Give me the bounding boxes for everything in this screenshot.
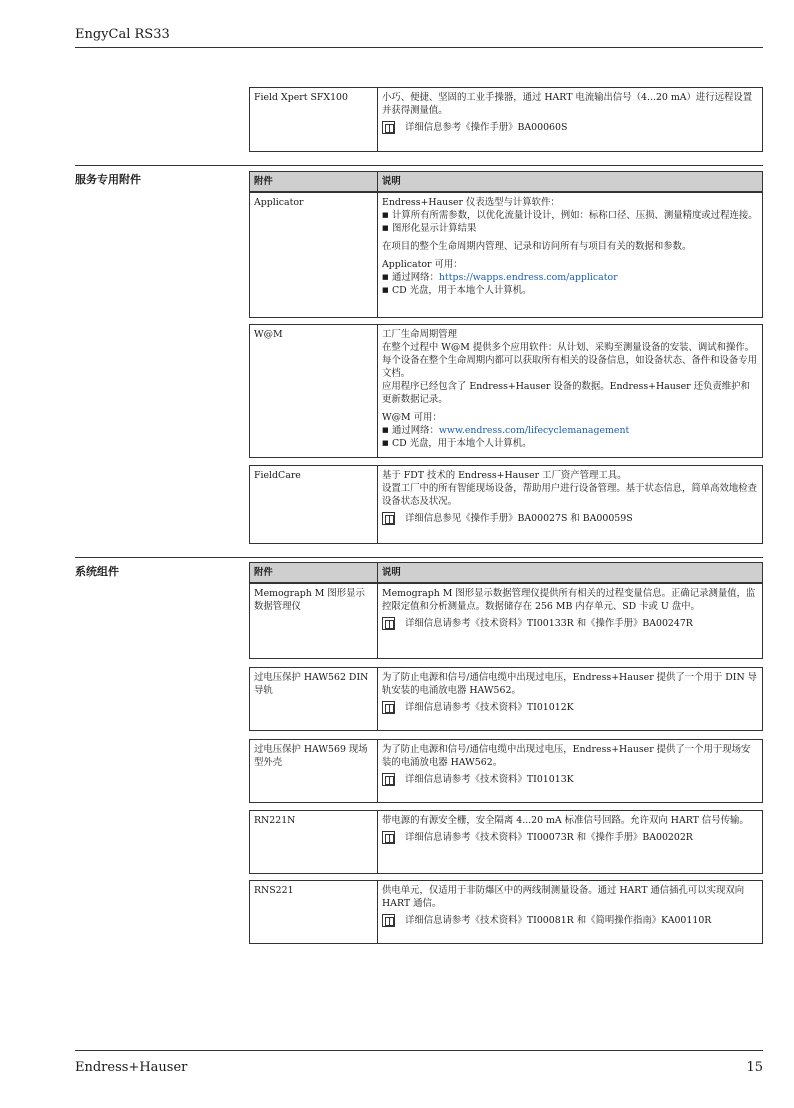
reference-text: 详细信息请参考《技术资料》TI00073R 和《操作手册》BA00202R <box>405 832 693 843</box>
list-item: ■ 图形化显示计算结果 <box>382 223 477 234</box>
reference-note <box>382 914 758 927</box>
section-rule <box>75 165 763 166</box>
table-row <box>249 880 763 944</box>
reference-text: 详细信息请参考《技术资料》TI00081R 和《简明操作指南》KA00110R <box>405 915 712 926</box>
reference-text: 详细信息请参考《技术资料》TI01012K <box>405 702 574 713</box>
list-item: ■ 计算所有所需参数，以优化流量计设计，例如：标称口径、压损、测量精度或过程连接。 <box>382 210 758 221</box>
accessory-name: FieldCare <box>250 466 378 543</box>
section-title-service: 服务专用附件 <box>75 173 141 186</box>
accessory-description: 为了防止电源和信号/通信电缆中出现过电压，Endress+Hauser 提供了一个用于 DIN 导轨安装的电涌放电器 HAW562。 <box>382 672 758 696</box>
list-item: ■ CD 光盘，用于本地个人计算机。 <box>382 285 532 296</box>
accessory-name: Applicator <box>250 193 378 317</box>
table-header <box>249 171 763 192</box>
accessory-description: 小巧、便捷、坚固的工业手操器，通过 HART 电流输出信号（4...20 mA）进行远程设置并获得测量值。 <box>382 92 753 116</box>
footer-brand: Endress+Hauser <box>75 1060 188 1075</box>
fieldcare-line: 设置工厂中的所有智能现场设备，帮助用户进行设备管理。基于状态信息，简单高效地检查设备状态及状况。 <box>382 483 758 507</box>
wm-line: 工厂生命周期管理 <box>382 329 458 340</box>
book-icon <box>382 617 395 630</box>
reference-text: 详细信息参见《操作手册》BA00027S 和 BA00059S <box>405 513 633 524</box>
column-header-description: 说明 <box>382 176 401 187</box>
table-row <box>249 810 763 874</box>
accessory-name: 过电压保护 HAW569 现场型外壳 <box>250 740 378 802</box>
book-icon <box>382 831 395 844</box>
book-icon <box>382 701 395 714</box>
accessory-description: 供电单元，仅适用于非防爆区中的两线制测量设备。通过 HART 通信插孔可以实现双向 HART 通信。 <box>382 885 745 909</box>
wm-link[interactable]: www.endress.com/lifecyclemanagement <box>438 425 630 436</box>
list-item: ■ CD 光盘，用于本地个人计算机。 <box>382 438 532 449</box>
applicator-availability: Applicator 可用： <box>382 259 463 270</box>
footer-rule <box>75 1050 763 1051</box>
accessory-description: 带电源的有源安全栅，安全隔离 4...20 mA 标准信号回路。允许双向 HART 信号传输。 <box>382 815 749 826</box>
reference-text: 详细信息请参考《技术资料》TI00133R 和《操作手册》BA00247R <box>405 618 693 629</box>
document-header-title: EngyCal RS33 <box>75 27 170 42</box>
list-item: ■ 通过网络：www.endress.com/lifecyclemanagement <box>382 425 630 436</box>
applicator-paragraph: 在项目的整个生命周期内管理、记录和访问所有与项目有关的数据和参数。 <box>382 241 692 252</box>
accessory-name: W@M <box>250 325 378 457</box>
header-rule <box>75 47 763 48</box>
wm-line: 在整个过程中 W@M 提供多个应用软件：从计划、采购至测量设备的安装、调试和操作。每个设备在整个生命周期内都可以获取所有相关的设备信息，如设备状态、备件和设备专用文档。 <box>382 342 758 379</box>
reference-note <box>382 773 758 786</box>
wm-line: 应用程序已经包含了 Endress+Hauser 设备的数据。Endress+Hauser 还负责维护和更新数据记录。 <box>382 381 750 405</box>
fieldcare-line: 基于 FDT 技术的 Endress+Hauser 工厂资产管理工具。 <box>382 470 627 481</box>
reference-note <box>382 512 758 525</box>
table-header <box>249 562 763 583</box>
wm-availability: W@M 可用： <box>382 412 442 423</box>
list-item: ■ 通过网络：https://wapps.endress.com/applicator <box>382 272 618 283</box>
book-icon <box>382 914 395 927</box>
table-row-applicator <box>249 192 763 318</box>
book-icon <box>382 773 395 786</box>
accessory-description: 为了防止电源和信号/通信电缆中出现过电压，Endress+Hauser 提供了一个用于现场安装的电涌放电器 HAW562。 <box>382 744 751 768</box>
accessory-description: Memograph M 图形显示数据管理仪提供所有相关的过程变量信息。正确记录测量值，监控限定值和分析测量点。数据储存在 256 MB 内存单元、SD 卡或 U 盘中。 <box>382 588 756 612</box>
reference-note <box>382 701 758 714</box>
page-number: 15 <box>746 1060 763 1075</box>
table-row <box>249 583 763 659</box>
table-row-wm <box>249 324 763 458</box>
accessory-name: 过电压保护 HAW562 DIN 导轨 <box>250 668 378 730</box>
accessory-name: RN221N <box>250 811 378 873</box>
applicator-intro: Endress+Hauser 仪表选型与计算软件： <box>382 197 560 208</box>
column-header-description: 说明 <box>382 567 401 578</box>
column-header-accessory: 附件 <box>250 563 378 582</box>
reference-text: 详细信息参考《操作手册》BA00060S <box>405 122 568 133</box>
book-icon <box>382 121 395 134</box>
applicator-link[interactable]: https://wapps.endress.com/applicator <box>438 272 618 283</box>
accessory-name: Field Xpert SFX100 <box>250 88 378 151</box>
table-row-fieldcare <box>249 465 763 544</box>
book-icon <box>382 512 395 525</box>
column-header-accessory: 附件 <box>250 172 378 191</box>
reference-note <box>382 617 758 630</box>
reference-note <box>382 121 758 134</box>
table-row <box>249 739 763 803</box>
section-rule <box>75 557 763 558</box>
section-title-system: 系统组件 <box>75 565 119 578</box>
table-row <box>249 667 763 731</box>
reference-text: 详细信息请参考《技术资料》TI01013K <box>405 774 574 785</box>
accessory-name: Memograph M 图形显示数据管理仪 <box>250 584 378 658</box>
table-row-field-xpert <box>249 87 763 152</box>
accessory-name: RNS221 <box>250 881 378 943</box>
reference-note <box>382 831 758 844</box>
